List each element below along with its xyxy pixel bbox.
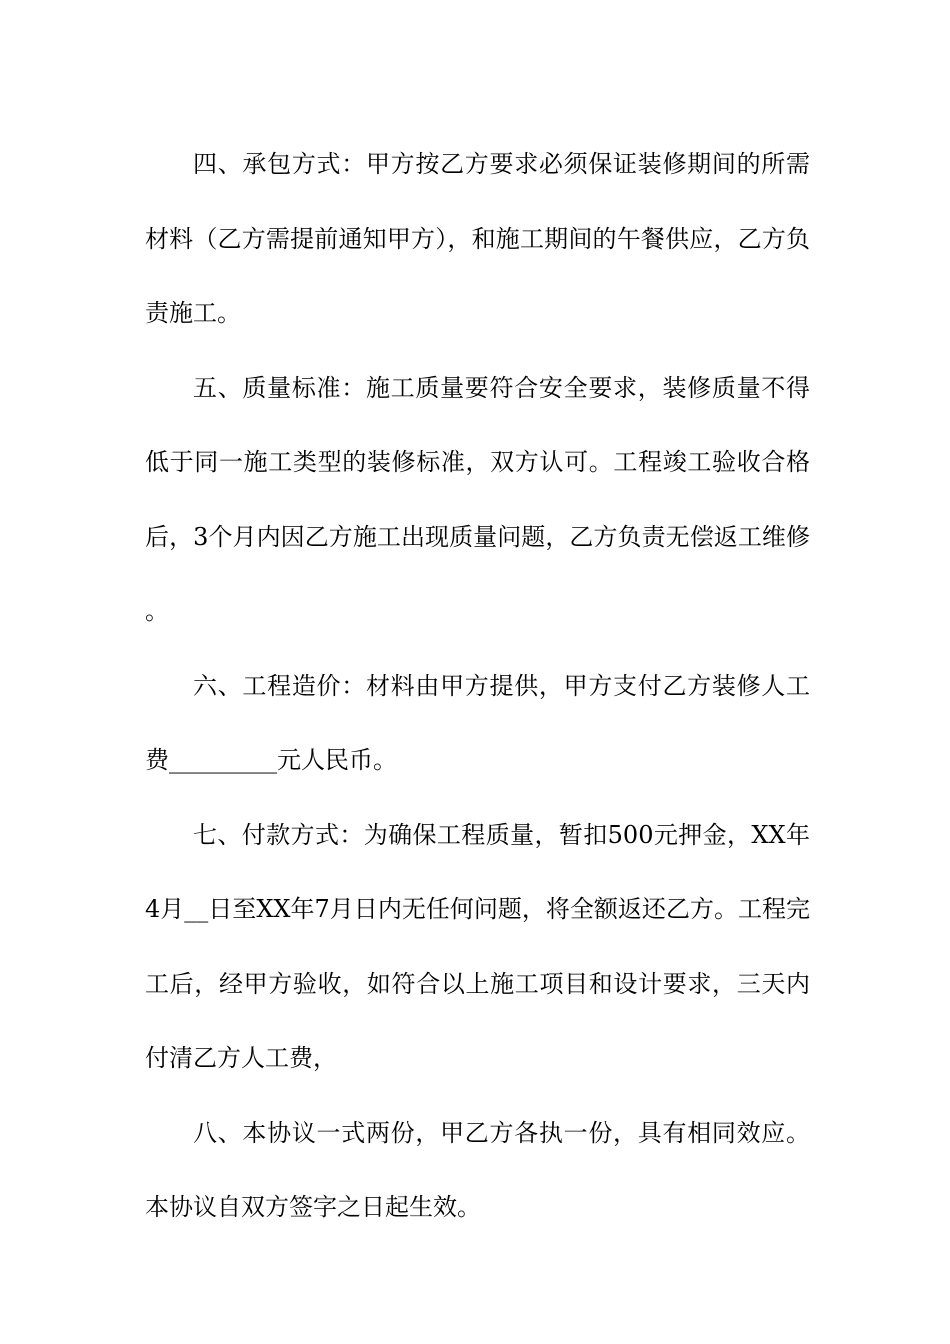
clause-project-cost: 六、工程造价：材料由甲方提供，甲方支付乙方装修人工费_________元人民币。 [145, 671, 810, 774]
clause-agreement-copies: 八、本协议一式两份，甲乙方各执一份，具有相同效应。本协议自双方签字之日起生效。 [145, 1118, 810, 1221]
clause-payment-method: 七、付款方式：为确保工程质量，暂扣500元押金，XX年4月__日至XX年7月日内无任何问题，将全额返还乙方。工程完工后，经甲方验收，如符合以上施工项目和设计要求，三天内付清乙方人工费， [145, 820, 810, 1072]
clause-contract-method: 四、承包方式：甲方按乙方要求必须保证装修期间的所需材料（乙方需提前通知甲方），和施工期间的午餐供应，乙方负责施工。 [145, 150, 810, 327]
clause-quality-standard: 五、质量标准：施工质量要符合安全要求，装修质量不得低于同一施工类型的装修标准，双方认可。工程竣工验收合格后，3个月内因乙方施工出现质量问题，乙方负责无偿返工维修。 [145, 373, 810, 625]
document-body [145, 127, 810, 1245]
